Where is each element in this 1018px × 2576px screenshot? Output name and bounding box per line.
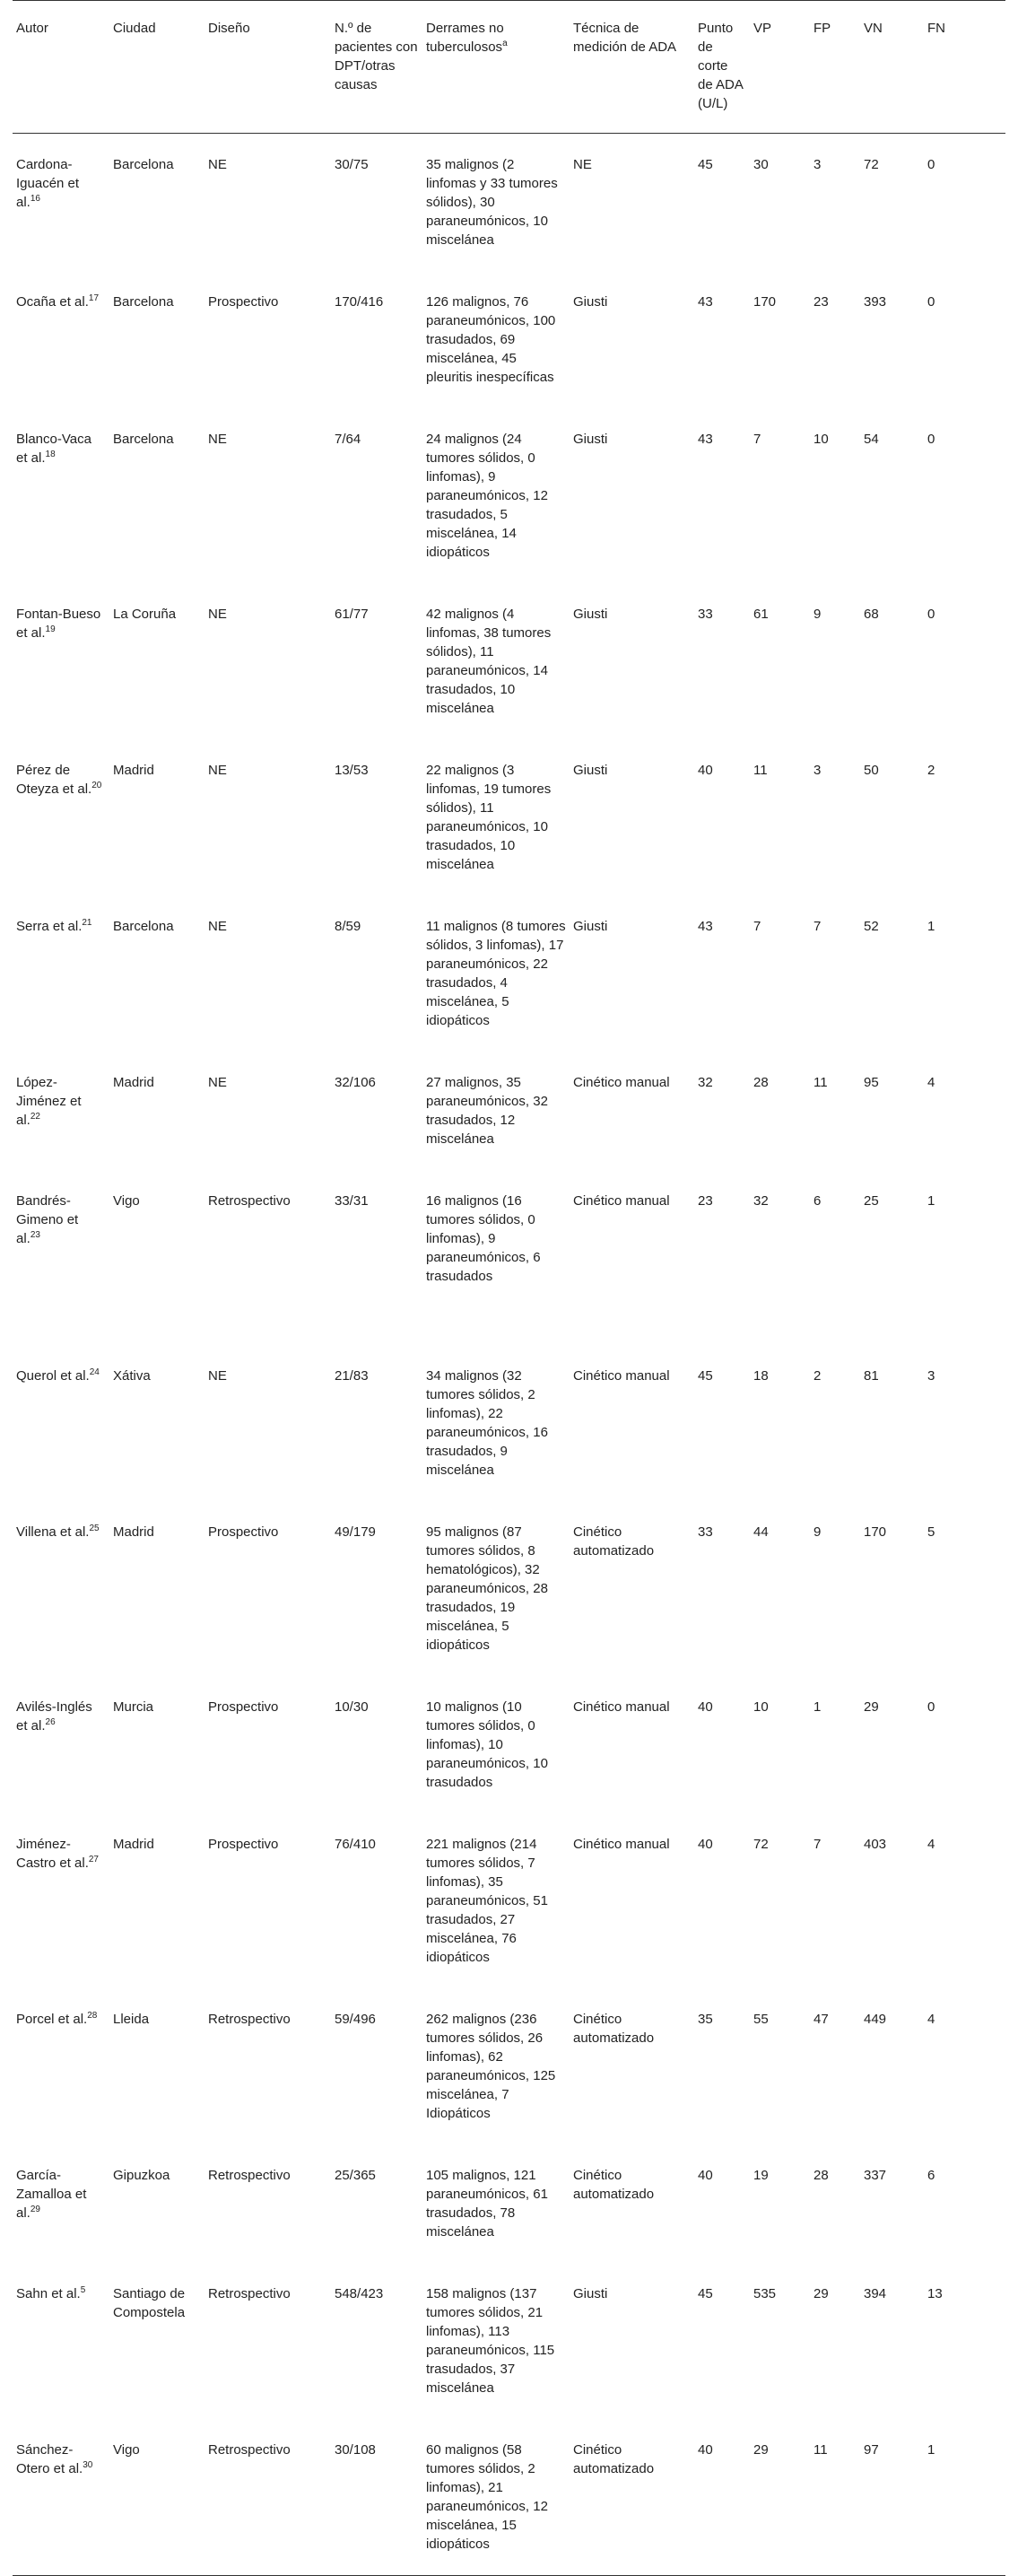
- cell-vp: 7: [753, 432, 761, 447]
- cell-fn: 6: [927, 2168, 935, 2183]
- cell-fn: 0: [927, 607, 935, 622]
- cell-pacientes: 32/106: [335, 1075, 376, 1090]
- cell-tecnica: Cinético manual: [573, 1368, 670, 1384]
- column-header-pacientes: [331, 1, 422, 134]
- table-row: [13, 1676, 1005, 1813]
- author-name: Querol et al.: [16, 1368, 90, 1384]
- cell-vp: 19: [753, 2168, 769, 2183]
- cell-fp: 3: [814, 157, 822, 172]
- cell-pacientes: 7/64: [335, 432, 361, 447]
- cell-fn: 0: [927, 1699, 935, 1715]
- cell-derrames: 262 malignos (236 tumores sólidos, 26 linfomas), 62 paraneumónicos, 125 miscelánea, 7 Idiopáticos: [426, 2012, 556, 2121]
- cell-corte: 43: [698, 919, 713, 934]
- cell-pacientes: 61/77: [335, 607, 369, 622]
- cell-corte: 40: [698, 2168, 713, 2183]
- cell-vn: 394: [864, 2286, 887, 2301]
- cell-pacientes: 548/423: [335, 2286, 384, 2301]
- cell-fp: 3: [814, 763, 822, 778]
- table-row: [13, 1345, 1005, 1501]
- cell-derrames: 16 malignos (16 tumores sólidos, 0 linfomas), 9 paraneumónicos, 6 trasudados: [426, 1193, 541, 1284]
- cell-fp: 6: [814, 1193, 822, 1209]
- cell-fp: 7: [814, 1837, 822, 1852]
- cell-ciudad: Vigo: [109, 2419, 204, 2576]
- cell-vn: 68: [864, 607, 879, 622]
- column-header-label: Autor: [16, 21, 48, 36]
- reference-number: 17: [88, 293, 100, 303]
- cell-derrames: 11 malignos (8 tumores sólidos, 3 linfomas), 17 paraneumónicos, 22 trasudados, 4 miscelánea, 5 idiopáticos: [426, 919, 566, 1028]
- cell-ciudad: Vigo: [113, 1193, 140, 1209]
- cell-autor: [13, 1813, 109, 1988]
- cell-autor: [13, 1052, 109, 1170]
- cell-vn: 25: [864, 1193, 879, 1209]
- cell-vn: 52: [864, 919, 879, 934]
- cell-fp: 29: [814, 2286, 829, 2301]
- reference-number: 19: [45, 624, 56, 634]
- table-row: [13, 2419, 1005, 2576]
- cell-ciudad: Santiago de Compostela: [113, 2286, 186, 2320]
- table-row: [13, 2144, 1005, 2263]
- cell-autor: [13, 271, 109, 408]
- cell-vn: 54: [864, 432, 879, 447]
- cell-ciudad: Lleida: [113, 2012, 150, 2027]
- column-header-vn: [860, 1, 924, 134]
- cell-autor: [13, 1501, 109, 1676]
- cell-vp: 535: [753, 2286, 777, 2301]
- reference-number: 25: [89, 1524, 100, 1533]
- cell-ciudad: Xátiva: [113, 1368, 151, 1384]
- cell-corte: 35: [698, 2012, 713, 2027]
- cell-fn: 3: [927, 1368, 935, 1384]
- table-row: [13, 739, 1005, 895]
- cell-tecnica: Cinético automatizado: [573, 1524, 655, 1559]
- column-header-label: N.º de pacientes con DPT/otras causas: [335, 21, 418, 92]
- reference-number: 16: [30, 194, 40, 204]
- reference-number: 27: [88, 1855, 99, 1864]
- table-row: [13, 895, 1005, 1052]
- cell-ciudad: Madrid: [113, 1524, 154, 1540]
- cell-autor: [13, 583, 109, 739]
- cell-diseno: Retrospectivo: [208, 2168, 291, 2183]
- cell-pacientes: 13/53: [335, 763, 369, 778]
- cell-autor: [13, 739, 109, 895]
- cell-fp: 11: [810, 2419, 860, 2576]
- reference-number: 29: [30, 2205, 40, 2214]
- table-row: [13, 2263, 1005, 2419]
- column-header-label: Ciudad: [113, 21, 156, 36]
- cell-corte: 45: [698, 1368, 713, 1384]
- cell-vn: 29: [864, 1699, 879, 1715]
- cell-tecnica: Cinético manual: [573, 1699, 670, 1715]
- cell-vp: 32: [753, 1193, 769, 1209]
- cell-corte: 43: [698, 432, 713, 447]
- table-row: [13, 1988, 1005, 2144]
- cell-vp: 28: [753, 1075, 769, 1090]
- cell-fn: 1: [927, 919, 935, 934]
- cell-fp: 9: [814, 607, 822, 622]
- cell-vn: 50: [864, 763, 879, 778]
- cell-vp: 7: [753, 919, 761, 934]
- reference-number: 28: [87, 2011, 98, 2021]
- author-name: Sánchez-Otero et al.: [16, 2442, 83, 2476]
- cell-vn: 170: [864, 1524, 887, 1540]
- table-row: [13, 1170, 1005, 1345]
- cell-tecnica: Giusti: [573, 763, 608, 778]
- cell-tecnica: Cinético automatizado: [570, 2419, 694, 2576]
- cell-derrames: 95 malignos (87 tumores sólidos, 8 hematológicos), 32 paraneumónicos, 28 trasudados, 19 miscelánea, 5 idiopáticos: [426, 1524, 548, 1653]
- cell-corte: 40: [698, 1837, 713, 1852]
- table-container: [13, 0, 1005, 2576]
- cell-fp: 2: [814, 1368, 822, 1384]
- table-row: [13, 1052, 1005, 1170]
- column-header-label: FP: [814, 21, 831, 36]
- cell-vp: 30: [753, 157, 769, 172]
- column-header-vp: [750, 1, 810, 134]
- cell-fp: 9: [814, 1524, 822, 1540]
- cell-diseno: NE: [208, 763, 227, 778]
- cell-diseno: Retrospectivo: [204, 2419, 331, 2576]
- cell-ciudad: Barcelona: [113, 294, 174, 310]
- cell-autor: [13, 2144, 109, 2263]
- author-name: Cardona-Iguacén et al.: [16, 157, 80, 210]
- author-name: Sahn et al.: [16, 2286, 81, 2301]
- cell-tecnica: Giusti: [573, 607, 608, 622]
- cell-derrames: 34 malignos (32 tumores sólidos, 2 linfomas), 22 paraneumónicos, 16 trasudados, 9 miscelánea: [426, 1368, 548, 1478]
- cell-diseno: NE: [208, 919, 227, 934]
- cell-corte: 45: [698, 157, 713, 172]
- cell-derrames: 35 malignos (2 linfomas y 33 tumores sólidos), 30 paraneumónicos, 10 miscelánea: [426, 157, 558, 248]
- author-name: García-Zamalloa et al.: [16, 2168, 87, 2221]
- cell-diseno: Prospectivo: [208, 1837, 279, 1852]
- cell-autor: [13, 2419, 109, 2576]
- cell-corte: 40: [698, 1699, 713, 1715]
- cell-tecnica: Cinético manual: [573, 1075, 670, 1090]
- reference-number: 22: [30, 1112, 40, 1122]
- cell-vp: 170: [753, 294, 777, 310]
- table-header: [13, 1, 1005, 134]
- cell-diseno: NE: [208, 1368, 227, 1384]
- cell-ciudad: Barcelona: [113, 432, 174, 447]
- cell-tecnica: Giusti: [573, 2286, 608, 2301]
- cell-diseno: NE: [208, 157, 227, 172]
- cell-vp: 44: [753, 1524, 769, 1540]
- cell-vn: 403: [864, 1837, 887, 1852]
- cell-derrames: 24 malignos (24 tumores sólidos, 0 linfomas), 9 paraneumónicos, 12 trasudados, 5 miscelánea, 14 idiopáticos: [426, 432, 548, 560]
- column-header-label: Derrames no tuberculosos: [426, 21, 504, 55]
- cell-vp: 18: [753, 1368, 769, 1384]
- author-name: Villena et al.: [16, 1524, 90, 1540]
- column-header-derrames: [422, 1, 570, 134]
- cell-autor: [13, 408, 109, 583]
- cell-diseno: Prospectivo: [208, 294, 279, 310]
- cell-tecnica: Giusti: [573, 432, 608, 447]
- cell-vp: 55: [753, 2012, 769, 2027]
- table-row: [13, 408, 1005, 583]
- cell-corte: 40: [698, 763, 713, 778]
- cell-pacientes: 30/75: [335, 157, 369, 172]
- author-name: Bandrés-Gimeno et al.: [16, 1193, 79, 1246]
- cell-diseno: NE: [208, 607, 227, 622]
- cell-tecnica: Giusti: [573, 919, 608, 934]
- cell-ciudad: Madrid: [113, 1837, 154, 1852]
- cell-corte: 45: [698, 2286, 713, 2301]
- cell-fp: 10: [814, 432, 829, 447]
- cell-diseno: Prospectivo: [208, 1524, 279, 1540]
- column-header-autor: [13, 1, 109, 134]
- cell-fn: 4: [927, 1837, 935, 1852]
- cell-vn: 337: [864, 2168, 887, 2183]
- cell-ciudad: Madrid: [113, 763, 154, 778]
- column-header-corte: [694, 1, 750, 134]
- cell-corte: 23: [698, 1193, 713, 1209]
- reference-number: 20: [91, 781, 102, 790]
- reference-number: 21: [82, 918, 92, 928]
- reference-number: 18: [45, 450, 56, 459]
- author-name: Serra et al.: [16, 919, 83, 934]
- table-row: [13, 134, 1005, 272]
- cell-ciudad: Barcelona: [113, 157, 174, 172]
- column-header-label: Punto de corte de ADA (U/L): [698, 21, 744, 111]
- cell-pacientes: 8/59: [335, 919, 361, 934]
- table-row: [13, 1813, 1005, 1988]
- cell-autor: [13, 1345, 109, 1501]
- cell-vp: 10: [753, 1699, 769, 1715]
- cell-derrames: 126 malignos, 76 paraneumónicos, 100 trasudados, 69 miscelánea, 45 pleuritis inespecíficas: [426, 294, 556, 385]
- reference-number: 24: [89, 1367, 100, 1377]
- cell-corte: 33: [698, 1524, 713, 1540]
- cell-diseno: Prospectivo: [208, 1699, 279, 1715]
- cell-diseno: Retrospectivo: [208, 2012, 291, 2027]
- cell-derrames: 158 malignos (137 tumores sólidos, 21 linfomas), 113 paraneumónicos, 115 trasudados, 37 miscelánea: [426, 2286, 555, 2396]
- cell-fp: 23: [814, 294, 829, 310]
- cell-pacientes: 76/410: [335, 1837, 376, 1852]
- table-row: [13, 271, 1005, 408]
- column-header-label: Técnica de medición de ADA: [573, 21, 677, 55]
- author-name: Blanco-Vaca et al.: [16, 432, 91, 466]
- table-row: [13, 1501, 1005, 1676]
- cell-pacientes: 49/179: [335, 1524, 376, 1540]
- cell-fn: 0: [927, 157, 935, 172]
- cell-fn: 0: [927, 432, 935, 447]
- cell-pacientes: 21/83: [335, 1368, 369, 1384]
- reference-number: 26: [45, 1717, 56, 1727]
- author-name: Pérez de Oteyza et al.: [16, 763, 92, 797]
- cell-vp: 29: [750, 2419, 810, 2576]
- cell-pacientes: 10/30: [335, 1699, 369, 1715]
- table-body: [13, 134, 1005, 2576]
- cell-autor: [13, 134, 109, 272]
- footnote-marker: a: [502, 39, 508, 48]
- cell-derrames: 221 malignos (214 tumores sólidos, 7 linfomas), 35 paraneumónicos, 51 trasudados, 27 miscelánea, 76 idiopáticos: [426, 1837, 548, 1965]
- cell-pacientes: 33/31: [335, 1193, 369, 1209]
- author-name: Porcel et al.: [16, 2012, 88, 2027]
- cell-autor: [13, 1676, 109, 1813]
- column-header-label: FN: [927, 21, 945, 36]
- cell-derrames: 105 malignos, 121 paraneumónicos, 61 trasudados, 78 miscelánea: [426, 2168, 548, 2240]
- cell-tecnica: NE: [573, 157, 592, 172]
- cell-fn: 4: [927, 1075, 935, 1090]
- cell-fn: 5: [927, 1524, 935, 1540]
- cell-fn: 2: [927, 763, 935, 778]
- cell-pacientes: 30/108: [331, 2419, 422, 2576]
- cell-vp: 61: [753, 607, 769, 622]
- cell-diseno: Retrospectivo: [208, 1193, 291, 1209]
- column-header-label: Diseño: [208, 21, 250, 36]
- column-header-ciudad: [109, 1, 204, 134]
- cell-diseno: Retrospectivo: [208, 2286, 291, 2301]
- column-header-label: VN: [864, 21, 883, 36]
- author-name: López-Jiménez et al.: [16, 1075, 82, 1128]
- ada-studies-table: [13, 0, 1005, 2576]
- author-name: Avilés-Inglés et al.: [16, 1699, 92, 1733]
- column-header-fp: [810, 1, 860, 134]
- cell-pacientes: 59/496: [335, 2012, 376, 2027]
- cell-vn: 97: [860, 2419, 924, 2576]
- cell-fp: 47: [814, 2012, 829, 2027]
- cell-ciudad: Barcelona: [113, 919, 174, 934]
- cell-autor: [13, 2263, 109, 2419]
- cell-fn: 1: [927, 1193, 935, 1209]
- author-name: Jiménez-Castro et al.: [16, 1837, 89, 1871]
- cell-fn: 1: [924, 2419, 1005, 2576]
- cell-fp: 1: [814, 1699, 822, 1715]
- cell-fp: 11: [814, 1075, 828, 1090]
- column-header-tecnica: [570, 1, 694, 134]
- column-header-label: VP: [753, 21, 772, 36]
- cell-autor: [13, 1988, 109, 2144]
- author-name: Fontan-Bueso et al.: [16, 607, 101, 641]
- cell-corte: 40: [694, 2419, 750, 2576]
- cell-derrames: 42 malignos (4 linfomas, 38 tumores sólidos), 11 paraneumónicos, 14 trasudados, 10 miscelánea: [426, 607, 552, 716]
- cell-vp: 11: [753, 763, 768, 778]
- cell-tecnica: Cinético automatizado: [573, 2168, 655, 2202]
- cell-corte: 43: [698, 294, 713, 310]
- cell-vn: 95: [864, 1075, 879, 1090]
- cell-diseno: NE: [208, 1075, 227, 1090]
- cell-pacientes: 25/365: [335, 2168, 376, 2183]
- column-header-diseno: [204, 1, 331, 134]
- cell-autor: [13, 895, 109, 1052]
- cell-fp: 28: [814, 2168, 829, 2183]
- cell-fn: 4: [927, 2012, 935, 2027]
- cell-tecnica: Giusti: [573, 294, 608, 310]
- cell-fn: 0: [927, 294, 935, 310]
- cell-vn: 393: [864, 294, 887, 310]
- reference-number: 5: [80, 2285, 86, 2295]
- cell-vn: 449: [864, 2012, 887, 2027]
- cell-derrames: 27 malignos, 35 paraneumónicos, 32 trasudados, 12 miscelánea: [426, 1075, 548, 1147]
- cell-vn: 72: [864, 157, 879, 172]
- cell-ciudad: La Coruña: [113, 607, 177, 622]
- reference-number: 23: [30, 1230, 40, 1240]
- cell-derrames: 22 malignos (3 linfomas, 19 tumores sólidos), 11 paraneumónicos, 10 trasudados, 10 miscelánea: [426, 763, 552, 872]
- column-header-fn: [924, 1, 1005, 134]
- cell-vn: 81: [864, 1368, 879, 1384]
- cell-vp: 72: [753, 1837, 769, 1852]
- cell-tecnica: Cinético automatizado: [573, 2012, 655, 2046]
- cell-corte: 33: [698, 607, 713, 622]
- cell-ciudad: Madrid: [113, 1075, 154, 1090]
- cell-ciudad: Murcia: [113, 1699, 154, 1715]
- cell-ciudad: Gipuzkoa: [113, 2168, 170, 2183]
- cell-derrames: 60 malignos (58 tumores sólidos, 2 linfomas), 21 paraneumónicos, 12 miscelánea, 15 idiopáticos: [422, 2419, 570, 2576]
- cell-tecnica: Cinético manual: [573, 1837, 670, 1852]
- reference-number: 30: [83, 2460, 93, 2470]
- cell-fn: 13: [927, 2286, 943, 2301]
- cell-tecnica: Cinético manual: [573, 1193, 670, 1209]
- table-row: [13, 583, 1005, 739]
- author-name: Ocaña et al.: [16, 294, 89, 310]
- cell-diseno: NE: [208, 432, 227, 447]
- cell-autor: [13, 1170, 109, 1345]
- cell-pacientes: 170/416: [335, 294, 384, 310]
- header-row: [13, 1, 1005, 134]
- cell-fp: 7: [814, 919, 822, 934]
- cell-derrames: 10 malignos (10 tumores sólidos, 0 linfomas), 10 paraneumónicos, 10 trasudados: [426, 1699, 548, 1790]
- cell-corte: 32: [698, 1075, 713, 1090]
